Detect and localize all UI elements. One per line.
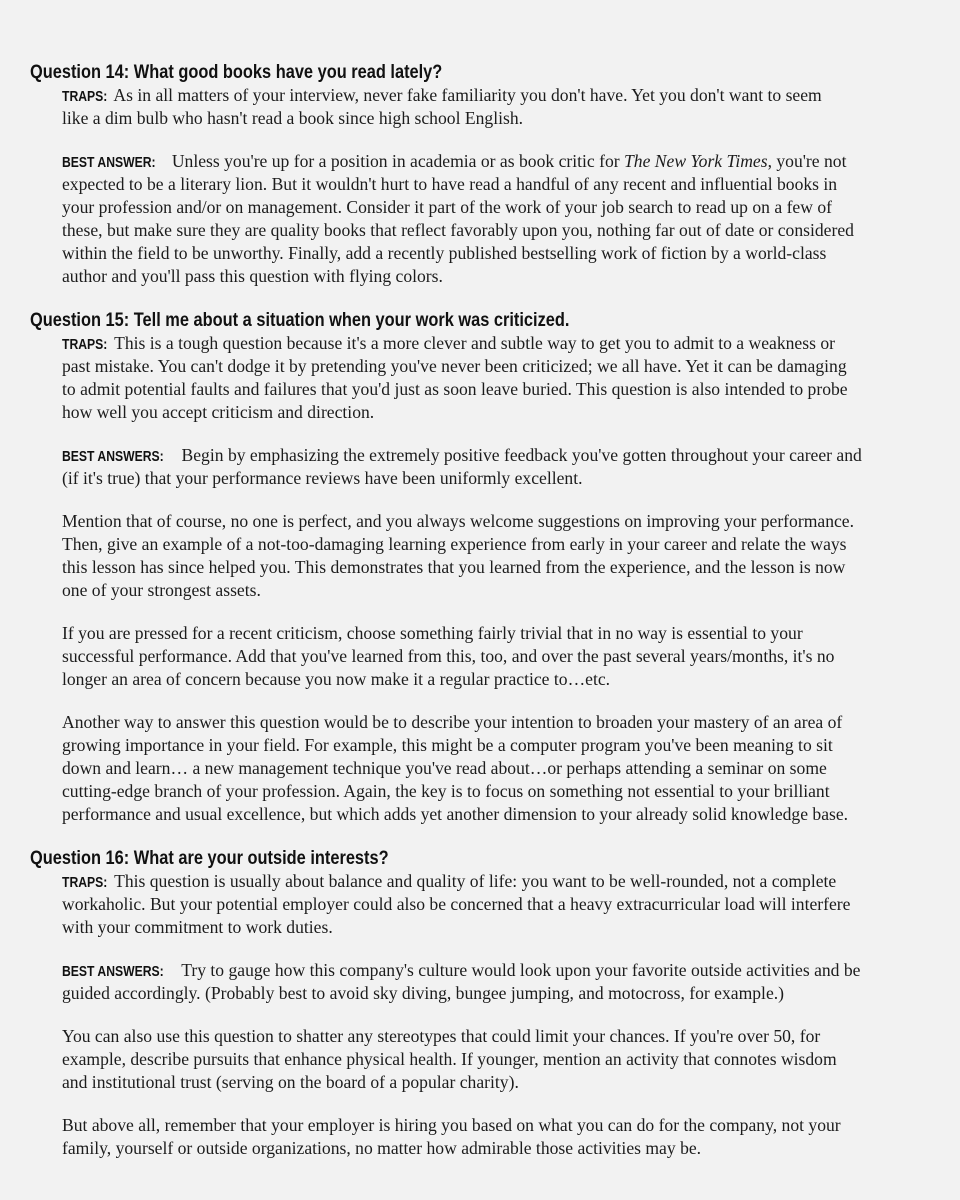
question-heading: Question 14: What good books have you read lately?: [30, 61, 443, 83]
text-line: growing importance in your field. For example, this might be a computer program you've been meaning to sit: [62, 735, 833, 755]
text-line: performance and usual excellence, but which adds yet another dimension to your already solid knowledge base.: [62, 804, 849, 824]
question-15: [0, 309, 960, 826]
text-line: author and you'll pass this question with flying colors.: [62, 266, 443, 286]
text-line: successful performance. Add that you've learned from this, too, and over the past several years/months, it's no: [62, 646, 835, 666]
text-line: family, yourself or outside organizations, no matter how admirable those activities may be.: [62, 1138, 702, 1158]
text-line: your profession and/or on management. Consider it part of the work of your job search to read up on a few of: [62, 197, 833, 217]
text-line: This question is usually about balance and quality of life: you want to be well-rounded, not a complete: [114, 871, 837, 891]
text-line: Then, give an example of a not-too-damaging learning experience from early in your career and relate the ways: [62, 534, 847, 554]
text-line: You can also use this question to shatter any stereotypes that could limit your chances. If you're over 50, for: [62, 1026, 821, 1046]
text-line: within the field to be unworthy. Finally, add a recently published bestselling work of fiction by a world-class: [62, 243, 827, 263]
body-paragraph: [62, 622, 960, 691]
traps-label: TRAPS:: [62, 337, 108, 353]
text-segment: Unless you're up for a position in academia or as book critic for: [171, 151, 625, 171]
text-line: how well you accept criticism and direction.: [62, 402, 375, 422]
text-line: expected to be a literary lion. But it wouldn't hurt to have read a handful of any recent and influential books in: [62, 174, 838, 194]
text-line: this lesson has since helped you. This demonstrates that you learned from the experience, and the lesson is now: [62, 557, 846, 577]
body-paragraph: [62, 1025, 960, 1094]
traps-paragraph: [62, 870, 960, 939]
text-line: cutting-edge branch of your profession. Again, the key is to focus on something not essential to your brilliant: [62, 781, 830, 801]
best-answers-paragraph: [62, 444, 960, 490]
question-14: [0, 61, 960, 288]
text-line: past mistake. You can't dodge it by pretending you've never been criticized; we all have. Yet it can be damaging: [62, 356, 847, 376]
question-heading: Question 16: What are your outside interests?: [30, 847, 389, 869]
best-answers-paragraph: [62, 959, 960, 1005]
traps-label: TRAPS:: [62, 89, 108, 105]
text-line: and institutional trust (serving on the board of a popular charity).: [62, 1072, 519, 1092]
book-title: The New York Times: [624, 151, 768, 171]
best-answers-label: BEST ANSWERS:: [62, 449, 164, 465]
text-line: Mention that of course, no one is perfect, and you always welcome suggestions on improving your performance.: [62, 511, 855, 531]
body-paragraph: [62, 1114, 960, 1160]
document-page: [0, 61, 960, 1160]
best-answer-label: BEST ANSWER:: [62, 155, 156, 171]
text-line: This is a tough question because it's a more clever and subtle way to get you to admit to a weakness or: [114, 333, 835, 353]
best-answers-label: BEST ANSWERS:: [62, 964, 164, 980]
text-line: Begin by emphasizing the extremely positive feedback you've gotten throughout your career and: [181, 445, 862, 465]
text-line: these, but make sure they are quality books that reflect favorably upon you, nothing far out of date or considered: [62, 220, 854, 240]
text-line: Another way to answer this question would be to describe your intention to broaden your mastery of an area of: [62, 712, 843, 732]
body-paragraph: [62, 510, 960, 602]
question-heading: Question 15: Tell me about a situation when your work was criticized.: [30, 309, 570, 331]
text-line: example, describe pursuits that enhance physical health. If younger, mention an activity that connotes wisdom: [62, 1049, 837, 1069]
text-line: down and learn… a new management technique you've read about…or perhaps attending a seminar on some: [62, 758, 827, 778]
text-line: But above all, remember that your employer is hiring you based on what you can do for the company, not your: [62, 1115, 841, 1135]
text-line: with your commitment to work duties.: [62, 917, 333, 937]
text-line: one of your strongest assets.: [62, 580, 261, 600]
traps-paragraph: [62, 332, 960, 424]
text-line: longer an area of concern because you now make it a regular practice to…etc.: [62, 669, 611, 689]
text-line: As in all matters of your interview, never fake familiarity you don't have. Yet you don't want to seem: [113, 85, 822, 105]
body-paragraph: [62, 711, 960, 826]
text-line: Try to gauge how this company's culture would look upon your favorite outside activities and be: [181, 960, 861, 980]
text-line: to admit potential faults and failures that you'd just as soon leave buried. This question is also intended to probe: [62, 379, 848, 399]
text-line: If you are pressed for a recent criticism, choose something fairly trivial that in no way is essential to your: [62, 623, 803, 643]
text-line: like a dim bulb who hasn't read a book since high school English.: [62, 108, 524, 128]
traps-label: TRAPS:: [62, 875, 108, 891]
text-line: (if it's true) that your performance reviews have been uniformly excellent.: [62, 468, 583, 488]
text-line: guided accordingly. (Probably best to avoid sky diving, bungee jumping, and motocross, for example.): [62, 983, 785, 1003]
question-16: [0, 847, 960, 1160]
traps-paragraph: [62, 84, 960, 130]
best-answer-paragraph: [62, 150, 960, 288]
text-line: workaholic. But your potential employer could also be concerned that a heavy extracurricular load will interfere: [62, 894, 851, 914]
text-segment: , you're not: [767, 151, 847, 171]
